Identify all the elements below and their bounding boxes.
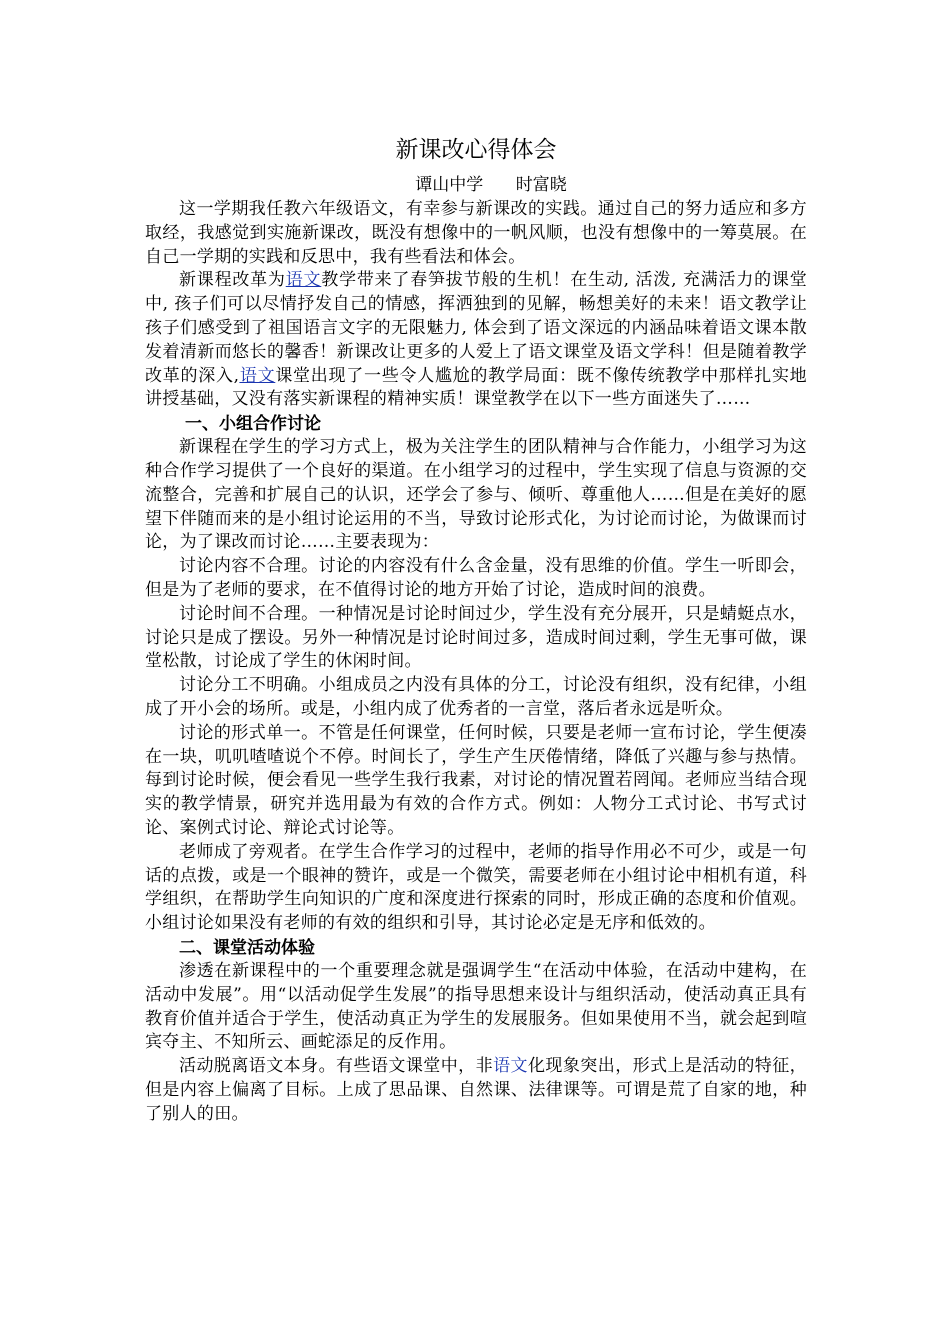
body-paragraph: 老师成了旁观者。在学生合作学习的过程中，老师的指导作用必不可少，或是一句话的点拨，或是一个眼神的赞许，或是一个微笑，需要老师在小组讨论中相机有道，科学组织，在帮助学生向知识的广度和深度进行探索的同时，形成正确的态度和价值观。小组讨论如果没有老师的有效的组织和引导，其讨论必定是无序和低效的。 xyxy=(145,841,807,934)
section-heading-group-discussion: 一、小组合作讨论 xyxy=(185,414,321,435)
text-span: 新课程改革为 xyxy=(179,270,286,291)
body-paragraph: 新课程在学生的学习方式上，极为关注学生的团队精神与合作能力，小组学习为这种合作学习提供了一个良好的渠道。在小组学习的过程中，学生实现了信息与资源的交流整合，完善和扩展自己的认识，还学会了参与、倾听、尊重他人……但是在美好的愿望下伴随而来的是小组讨论运用的不当，导致讨论形式化，为讨论而讨论，为做课而讨论，为了课改而讨论……主要表现为： xyxy=(145,437,807,553)
yuwen-keyword: 语文 xyxy=(493,1056,528,1077)
yuwen-link[interactable]: 语文 xyxy=(239,365,276,386)
body-paragraph: 渗透在新课程中的一个重要理念就是强调学生“在活动中体验，在活动中建构，在活动中发展”。用“以活动促学生发展”的指导思想来设计与组织活动，使活动真正具有教育价值并适合于学生，使活动真正为学生的发展服务。但如果使用不当，就会起到喧宾夺主、不知所云、画蛇添足的反作用。 xyxy=(145,960,807,1053)
document-title: 新课改心得体会 xyxy=(395,137,557,163)
yuwen-link[interactable]: 语文 xyxy=(285,270,322,291)
body-paragraph: 讨论时间不合理。一种情况是讨论时间过少，学生没有充分展开，只是蜻蜓点水，讨论只是成了摆设。另外一种情况是讨论时间过多，造成时间过剩，学生无事可做，课堂松散，讨论成了学生的休闲时间。 xyxy=(145,603,807,672)
body-paragraph: 讨论分工不明确。小组成员之内没有具体的分工，讨论没有组织，没有纪律，小组成了开小会的场所。或是，小组内成了优秀者的一言堂，落后者永远是听众。 xyxy=(145,675,807,719)
reform-paragraph xyxy=(145,269,807,412)
body-paragraph xyxy=(145,1055,807,1126)
text-span: 教学带来了春笋拔节般的生机！在生动, 活泼, 充满活力的课堂中, 孩子们可以尽情抒发自己的情感，挥洒独到的见解，畅想美好的未来！语文教学让孩子们感受到了祖国语言文字的无限魅力, 体会到了语文深远的内涵品味着语文课本散发着清新而悠长的馨香！新课改让更多的人爱上了语文课堂及语文学科！但是随着教学改革的深入, xyxy=(145,270,807,386)
author-byline: 谭山中学 时富晓 xyxy=(415,175,567,195)
text-span: 活动脱离语文本身。有些语文课堂中，非 xyxy=(179,1056,494,1077)
document-page xyxy=(145,132,807,1126)
text-span: 课堂出现了一些令人尴尬的教学局面：既不像传统教学中那样扎实地讲授基础，又没有落实新课程的精神实质！课堂教学在以下一些方面迷失了…… xyxy=(145,365,807,410)
body-paragraph: 讨论的形式单一。不管是任何课堂，任何时候，只要是老师一宣布讨论，学生便凑在一块，叽叽喳喳说个不停。时间长了，学生产生厌倦情绪，降低了兴趣与参与热情。每到讨论时候，便会看见一些学生我行我素，对讨论的情况置若罔闻。老师应当结合现实的教学情景，研究并选用最为有效的合作方式。例如：人物分工式讨论、书写式讨论、案例式讨论、辩论式讨论等。 xyxy=(145,722,807,838)
section-heading-classroom-activity: 二、课堂活动体验 xyxy=(179,937,315,958)
intro-paragraph: 这一学期我任教六年级语文，有幸参与新课改的实践。通过自己的努力适应和多方取经，我感觉到实施新课改，既没有想像中的一帆风顺，也没有想像中的一筹莫展。在自己一学期的实践和反思中，我有些看法和体会。 xyxy=(145,199,807,267)
text-span: 化现象突出，形式上是活动的特征，但是内容上偏离了目标。上成了思品课、自然课、法律课等。可谓是荒了自家的地，种了别人的田。 xyxy=(145,1056,807,1124)
body-paragraph: 讨论内容不合理。讨论的内容没有什么含金量，没有思维的价值。学生一听即会，但是为了老师的要求，在不值得讨论的地方开始了讨论，造成时间的浪费。 xyxy=(145,556,807,600)
